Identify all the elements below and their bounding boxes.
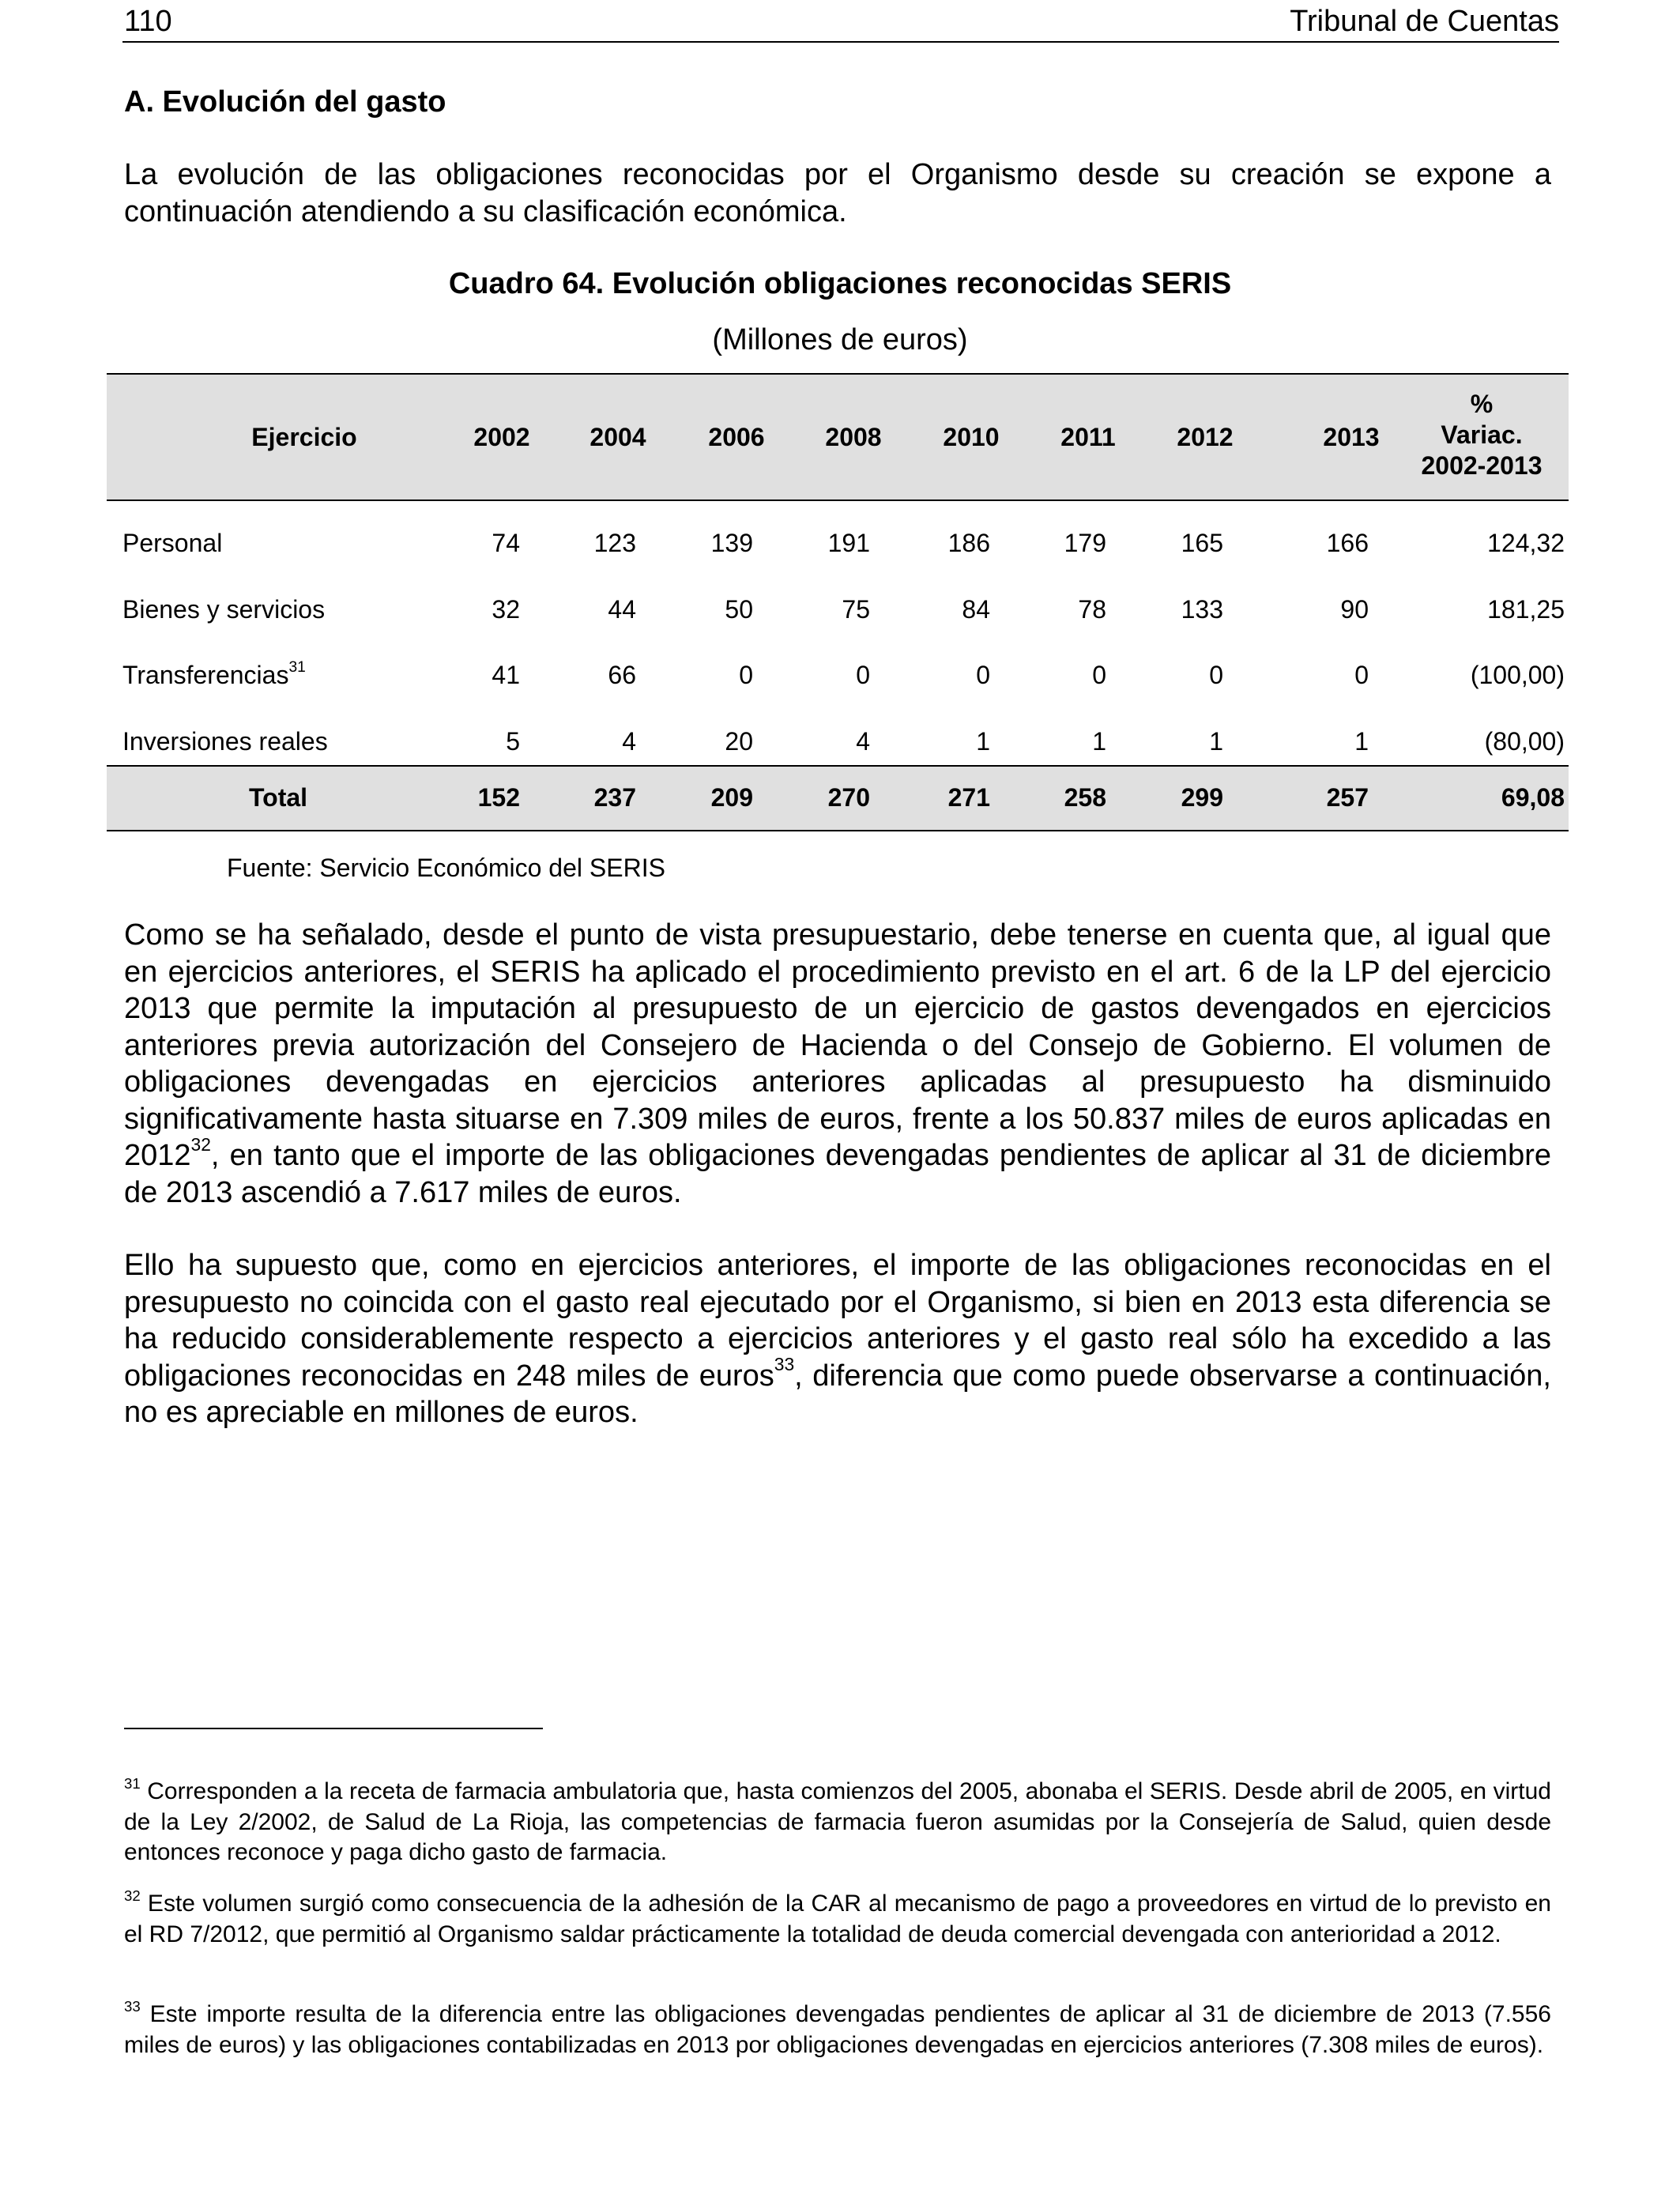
table-cell: 139: [710, 529, 753, 557]
page-number: 110: [124, 5, 172, 38]
body-paragraph-2: [124, 917, 1551, 1211]
footnote-33-number: 33: [124, 1998, 141, 2015]
table-cell: 50: [725, 595, 753, 624]
footnote-31-text: Corresponden a la receta de farmacia ambulatoria que, hasta comienzos del 2005, abonaba el SERIS. Desde abril de 2005, en virtud de la Ley 2/2002, de Salud de La Rioja, las competencias de farmacia fueron asumidas por la Consejería de Salud, quien desde entonces reconoce y paga dicho gasto de farmacia.: [124, 1778, 1551, 1865]
table-cell: 75: [842, 595, 870, 624]
table-cell: 66: [608, 661, 636, 689]
table-header-rule: [107, 499, 1569, 501]
table-cell: 20: [725, 727, 753, 756]
total-cell: 237: [593, 783, 636, 812]
table-cell-variation: 181,25: [1487, 595, 1565, 624]
table-cell: 41: [492, 661, 520, 689]
table-cell: 133: [1181, 595, 1223, 624]
table-cell: 0: [976, 661, 990, 689]
table-title: Cuadro 64. Evolución obligaciones reconocidas SERIS: [448, 267, 1232, 300]
table-cell: 90: [1340, 595, 1369, 624]
footnote-ref-33: 33: [774, 1354, 795, 1375]
table-cell: 165: [1181, 529, 1223, 557]
total-cell: 258: [1064, 783, 1106, 812]
table-subtitle: (Millones de euros): [712, 323, 968, 356]
total-cell: 271: [947, 783, 990, 812]
footnote-32-number: 32: [124, 1887, 141, 1905]
table-cell: 0: [856, 661, 870, 689]
header-year-2013: 2013: [1323, 423, 1380, 451]
table-top-rule: [107, 373, 1569, 375]
total-cell: 257: [1326, 783, 1369, 812]
row-label-text: Transferencias: [122, 661, 289, 689]
row-label-text: Personal: [122, 529, 223, 557]
table-cell: 5: [506, 727, 520, 756]
table-source: Fuente: Servicio Económico del SERIS: [227, 854, 665, 882]
table-cell-variation: 124,32: [1487, 529, 1565, 557]
table-cell: 4: [856, 727, 870, 756]
table-cell: 32: [492, 595, 520, 624]
footnote-32-text: Este volumen surgió como consecuencia de la adhesión de la CAR al mecanismo de pago a proveedores en virtud de lo previsto en el RD 7/2012, que permitió al Organismo saldar prácticamente la totalidad de deuda comercial devengada con anterioridad a 2012.: [124, 1891, 1551, 1947]
footnote-divider: [124, 1728, 543, 1729]
header-year-2006: 2006: [708, 423, 765, 451]
table-cell: 74: [492, 529, 520, 557]
total-cell: 209: [710, 783, 753, 812]
table-cell: 84: [962, 595, 990, 624]
table-cell: 0: [1092, 661, 1106, 689]
total-cell: 270: [827, 783, 870, 812]
footnote-32: [124, 1889, 1551, 1950]
header-year-2010: 2010: [943, 423, 1000, 451]
table-cell-variation: (80,00): [1484, 727, 1565, 756]
header-variation-line3: 2002-2013: [1421, 451, 1543, 480]
total-cell: 152: [477, 783, 520, 812]
table-cell: 78: [1078, 595, 1106, 624]
table-total-top-rule: [107, 765, 1569, 767]
table-cell: 166: [1326, 529, 1369, 557]
table-cell: 1: [976, 727, 990, 756]
total-cell-variation: 69,08: [1501, 783, 1565, 812]
obligations-table: [107, 374, 1569, 834]
row-label-text: Inversiones reales: [122, 727, 328, 756]
header-year-2008: 2008: [825, 423, 882, 451]
table-cell: 0: [1354, 661, 1369, 689]
page-header: [122, 2, 1559, 43]
footnote-ref-31: 31: [288, 658, 306, 676]
row-label: [122, 594, 325, 625]
table-cell: 186: [947, 529, 990, 557]
section-title: A. Evolución del gasto: [124, 85, 446, 119]
header-variation-line1: %: [1470, 390, 1494, 418]
header-year-2002: 2002: [473, 423, 530, 451]
header-title: Tribunal de Cuentas: [1290, 5, 1559, 38]
intro-paragraph: La evolución de las obligaciones reconocidas por el Organismo desde su creación se expone a continuación atendiendo a su clasificación económica.: [124, 158, 1551, 228]
table-cell: 0: [739, 661, 753, 689]
header-ejercicio: Ejercicio: [251, 423, 357, 451]
footnote-33-text: Este importe resulta de la diferencia entre las obligaciones devengadas pendientes de aplicar al 31 de diciembre de 2013 (7.556 miles de euros) y las obligaciones contabilizadas en 2013 por obligaciones devengadas en ejercicios anteriores (7.308 miles de euros).: [124, 2001, 1551, 2058]
table-bottom-rule: [107, 830, 1569, 831]
row-label: [122, 527, 222, 559]
body-paragraph-3-text-a: Ello ha supuesto que, como en ejercicios anteriores, el importe de las obligaciones reconocidas en el presupuesto no coincida con el gasto real ejecutado por el Organismo, si bien en 2013 esta diferencia se ha reducido considerablemente respecto a ejercicios anteriores y el gasto real sólo ha excedido a las obligaciones reconocidas en 248 miles de euros: [124, 1249, 1551, 1393]
table-cell: 44: [608, 595, 636, 624]
body-paragraph-3: [124, 1247, 1551, 1431]
table-cell-variation: (100,00): [1470, 661, 1565, 689]
table-cell: 4: [622, 727, 636, 756]
footnote-31-number: 31: [124, 1775, 141, 1793]
footnote-33: [124, 2000, 1551, 2060]
body-paragraph-3-text-b: , diferencia que como puede observarse a continuación, no es apreciable en millones de euros.: [124, 1359, 1551, 1429]
header-variation-line2: Variac.: [1441, 420, 1523, 449]
table-cell: 1: [1209, 727, 1223, 756]
body-paragraph-2-text-b: , en tanto que el importe de las obligaciones devengadas pendientes de aplicar al 31 de diciembre de 2013 ascendió a 7.617 miles de euros.: [124, 1139, 1551, 1209]
row-label: [122, 726, 328, 757]
table-cell: 1: [1354, 727, 1369, 756]
table-cell: 1: [1092, 727, 1106, 756]
table-cell: 179: [1064, 529, 1106, 557]
row-label-text: Bienes y servicios: [122, 595, 326, 624]
table-cell: 191: [827, 529, 870, 557]
footnote-ref-32: 32: [190, 1133, 211, 1155]
header-year-2012: 2012: [1177, 423, 1234, 451]
header-year-2011: 2011: [1060, 423, 1116, 451]
header-year-2004: 2004: [590, 423, 646, 451]
footnote-31: [124, 1777, 1551, 1868]
row-label: [122, 659, 306, 691]
table-cell: 123: [593, 529, 636, 557]
total-label: Total: [249, 783, 308, 812]
total-cell: 299: [1181, 783, 1223, 812]
body-paragraph-2-text-a: Como se ha señalado, desde el punto de vista presupuestario, debe tenerse en cuenta que, al igual que en ejercicios anteriores, el SERIS ha aplicado el procedimiento previsto en el art. 6 de la LP del ejercicio 2013 que permite la imputación al presupuesto de un ejercicio de gastos devengados en ejercicios anteriores previa autorización del Consejero de Hacienda o del Consejo de Gobierno. El volumen de obligaciones devengadas en ejercicios anteriores aplicadas al presupuesto ha disminuido significativamente hasta situarse en 7.309 miles de euros, frente a los 50.837 miles de euros aplicadas en 2012: [124, 918, 1551, 1172]
table-cell: 0: [1209, 661, 1223, 689]
